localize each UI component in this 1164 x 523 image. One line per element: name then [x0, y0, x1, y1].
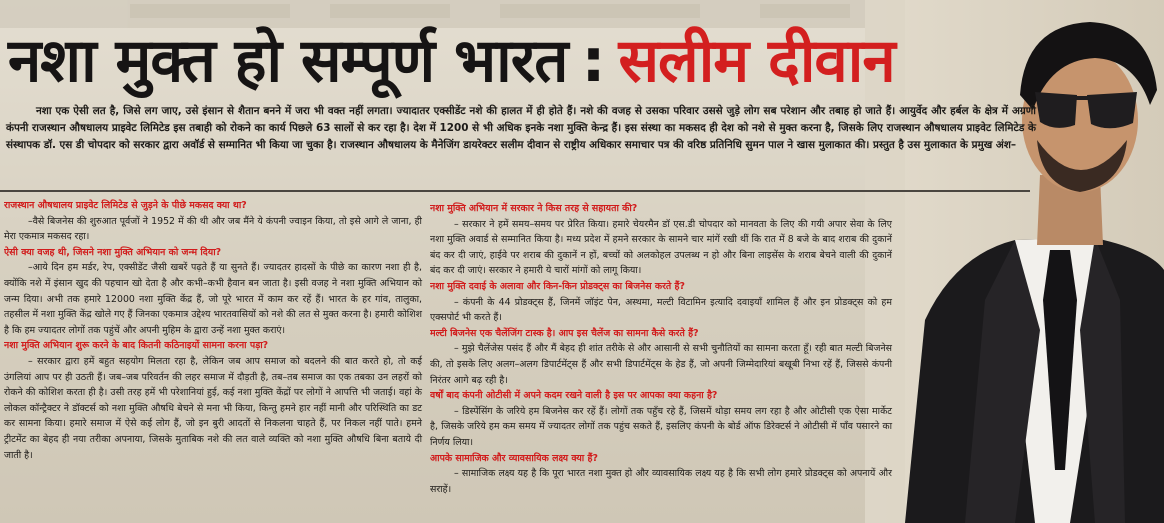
- question-heading: आपके सामाजिक और व्यावसायिक लक्ष्य क्या हैं?: [430, 452, 598, 464]
- answer-text: –वैसे बिजनेस की शुरुआत पूर्वजों ने 1952 में की थी और जब मैंने ये कंपनी ज्वाइन किया, तो इसे आगे ले जाना, ही मेरा एकमात्र मकसद रहा।: [4, 215, 422, 243]
- headline-separator: :: [581, 26, 605, 96]
- question-heading: नशा मुक्ति दवाई के अलावा और किन-किन प्रोडक्ट्स का बिजनेस करते हैं?: [430, 280, 685, 292]
- headline-left: नशा मुक्त हो सम्पूर्ण भारत: [8, 26, 568, 96]
- answer-text: – सरकार द्वारा हमें बहुत सहयोग मिलता रहा है, लेकिन जब आप समाज को बदलने की बात करते हो, तो कई उंगलियां आप पर ही उठती हैं। जब–जब परिवर्तन की लहर समाज में दौड़ती है, तब–तब समाज का एक तबका उन लहरों को रोकने की कोशिश करता ही है। उसी तरह हमें भी परेशानियां हुई, कई नशा मुक्ति केंद्रों पर लोगों ने आपत्ति भी जताई। वहां के लोकल कॉन्ट्रैक्टर ने डॉक्टर्स को नशा मुक्ति औषधि बेचने से मना भी किया, किन्तु हमने हार नहीं मानी और परिस्थिति का डट कर सामना किया। हमारे समाज में ऐसे कई लोग हैं, जो इन बुरी आदतों से निकलना चाहते हैं, पर निकल नहीं पाते। हमने ट्रीटमेंट का बेहद ही नया तरीका अपनाया, जिसके मुताबिक नशे की लत वाले व्यक्ति को नशा मुक्ति औषधि बिना बताये दी जाती है।: [4, 355, 422, 461]
- divider-line: [0, 190, 1030, 192]
- column-right: [430, 201, 892, 497]
- answer-text: – कंपनी के 44 प्रोडक्ट्स हैं, जिनमें जॉइंट पेन, अस्थमा, मल्टी विटामिन इत्यादि दवाइयाँ शामिल हैं और इन प्रोडक्ट्स को हम एक्सपोर्ट भी करते हैं।: [430, 296, 892, 324]
- answer-text: – डिस्पेंसिंग के जरिये हम बिजनेस कर रहें हैं। लोगों तक पहुँच रहे हैं, जिसमें थोड़ा समय लग रहा है और ओटीसी एक ऐसा मार्केट है, जिसके जरिये हम कम समय में ज्यादतर लोगों तक पहुंच सकते हैं, इसलिए कंपनी के बोर्ड ऑफ डिरेक्टर्स ने ओटीसी में पाँव पसारने का निर्णय लिया।: [430, 405, 892, 448]
- question-heading: वर्षों बाद कंपनी ओटीसी में अपने कदम रखने वाली है इस पर आपका क्या कहना है?: [430, 390, 718, 402]
- article-headline: [8, 22, 895, 100]
- headline-right: सलीम दीवान: [618, 26, 895, 96]
- question-heading: राजस्थान औषधालय प्राइवेट लिमिटेड से जुड़ने के पीछे मकसद क्या था?: [4, 200, 247, 211]
- question-heading: ऐसी क्या वजह थी, जिसने नशा मुक्ति अभियान को जन्म दिया?: [4, 246, 222, 258]
- answer-text: – सामाजिक लक्ष्य यह है कि पूरा भारत नशा मुक्त हो और व्यावसायिक लक्ष्य यह है कि सभी लोग हमारे प्रोडक्ट्स को अपनायें और सराहें।: [430, 468, 892, 495]
- salim-diwan-photo: [865, 0, 1164, 523]
- column-left: [4, 198, 422, 463]
- question-heading: नशा मुक्ति अभियान में सरकार ने किस तरह से सहायता की?: [430, 203, 638, 214]
- article-intro: [6, 103, 1036, 154]
- question-heading: नशा मुक्ति अभियान शुरू करने के बाद कितनी कठिनाइयों सामना करना पड़ा?: [4, 340, 269, 352]
- intro-paragraph: नशा एक ऐसी लत है, जिसे लग जाए, उसे इंसान से शैतान बनने में जरा भी वक्त नहीं लगता। ज्यादातर एक्सीडेंट नशे की हालत में ही होते हैं। नशे की वजह से उसका परिवार उससे जुड़े लोग सब परेशान और तबाह हो जाते हैं। आयुर्वेद और हर्बल के क्षेत्र में अग्रणी कंपनी राजस्थान औषधालय प्राइवेट लिमिटेड इस तबाही को रोकने का कार्य पिछले 63 सालों से कर रहा है। देश में 1200 से भी अधिक इनके नशा मुक्ति केन्द्र हैं। इस संस्था का मकसद ही देश को नशे से मुक्त करना है, जिसके लिए राजस्थान औषधालय प्राइवेट लिमिटेड के संस्थापक डॉ. एस डी चोपदार को सरकार द्वारा अवॉर्ड से सम्मानित भी किया जा चुका है। राजस्थान औषधालय के मैनेजिंग डायरेक्टर सलीम दीवान से राष्ट्रीय अधिकार समाचार पत्र की वरिष्ठ प्रतिनिधि सुमन पाल ने खास मुलाकात की। प्रस्तुत है उस मुलाकात के प्रमुख अंश–: [6, 105, 1036, 151]
- answer-text: –आये दिन हम मर्डर, रेप, एक्सीडेंट जैसी खबरें पढ़ते हैं या सुनते हैं। ज्यादतर हादसों के पीछे का कारण नशा ही है, क्योंकि नशे में इंसान खुद की पहचान खो देता है और कभी–कभी हैवान बन जाता है। इसी वजह ने नशा मुक्ति अभियान को जन्म दिया। अभी तक हमारे 12000 नशा मुक्ति केंद्र हैं, जो पूरे भारत में काम कर रहें हैं। भारत के हर गांव, तालुका, तहसील में नशा मुक्ति केंद्र खोले गए हैं जिनका एकमात्र उद्देश्य भारतवासियों को नशे की लत से मुक्त करना है। हमारी कोशिश है कि हम ज्यादतर लोगों तक पहुंचें और अपनी मुहिम के द्वारा उन्हें नशा मुक्त कराएं।: [4, 262, 422, 336]
- question-heading: मल्टी बिजनेस एक चैलेंजिंग टास्क है। आप इस चैलेंज का सामना कैसे करते हैं?: [430, 327, 699, 339]
- answer-text: – मुझे चैलेंजेस पसंद हैं और मैं बेहद ही शांत तरीके से और आसानी से सभी चुनौतियों का सामना करता हूँ। रही बात मल्टी बिजनेस की, तो इसके लिए अलग–अलग डिपार्टमेंट्स हैं और सभी डिपार्टमेंट्स के हेड हैं, जो अपनी जिम्मेदारियां बखूबी निभा रहें हैं, जिससे कंपनी निरंतर आगे बढ़ रही है।: [430, 343, 892, 386]
- answer-text: – सरकार ने हमें समय–समय पर प्रेरित किया। हमारे चेयरमैन डॉ एस.डी चोपदार को मानवता के लिए की गयी अपार सेवा के लिए नशा मुक्ति अवार्ड से सम्मानित किया है। मध्य प्रदेश में हमने सरकार के सामने चार मांगें रखी थीं कि रात में 8 बजे के बाद शराब की दुकानें बंद कर दी जाएं, हाईवे पर शराब की दुकानें न हों, बच्चों को अलकोहल उपलब्ध न हो और बिना लाइसेंस के शराब बेचने वाली की दुकानें बंद कर दी जाएं। सरकार ने हमारी ये चारों मांगों को लागू किया।: [430, 218, 892, 277]
